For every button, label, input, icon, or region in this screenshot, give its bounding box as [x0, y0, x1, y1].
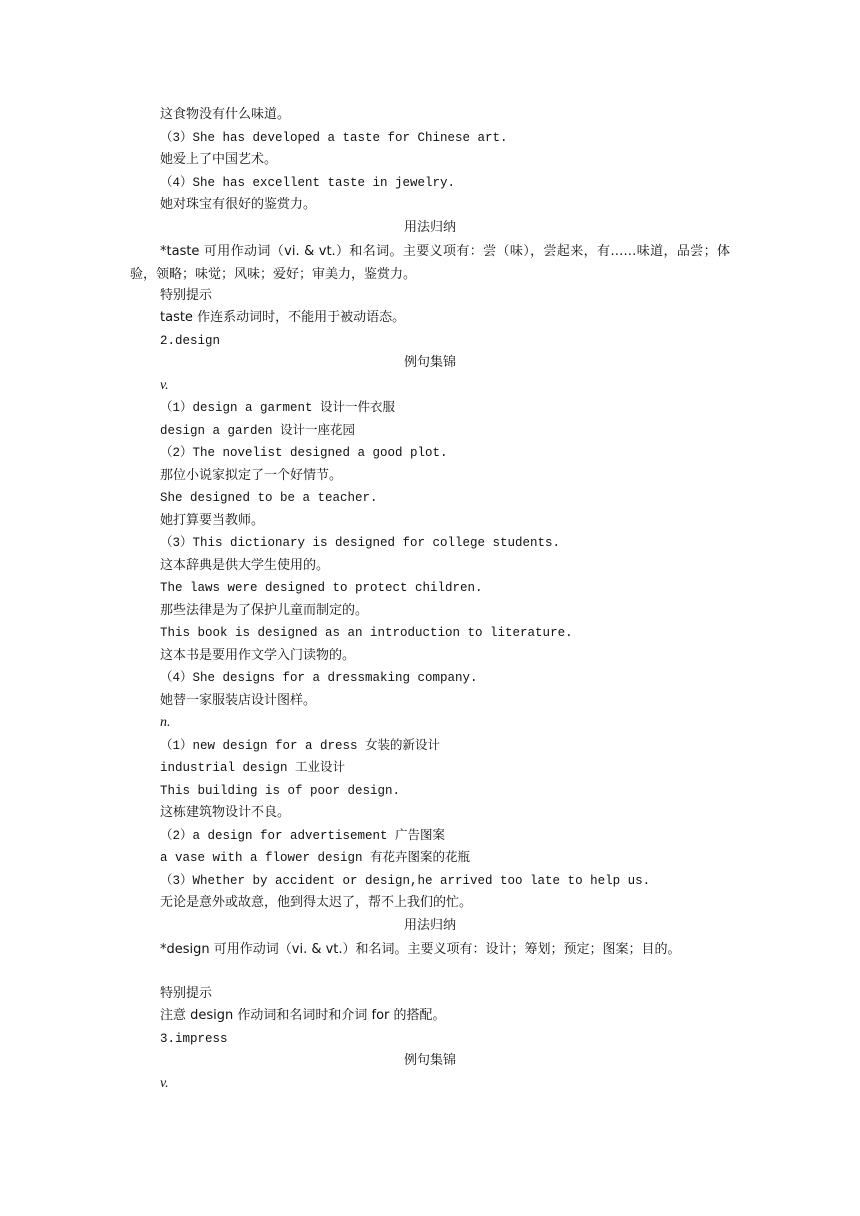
example-sentence: （2）a design for advertisement 广告图案	[160, 829, 446, 843]
text-line: 无论是意外或故意，他到得太迟了，帮不上我们的忙。	[160, 895, 473, 910]
text-line: 这本辞典是供大学生使用的。	[160, 558, 330, 573]
usage-summary: *design 可用作动词（vi. & vt.）和名词。主要义项有：设计；筹划；预定；图案；目的。	[160, 942, 681, 957]
example-sentence: She designed to be a teacher.	[160, 491, 378, 505]
text-line: 这本书是要用作文学入门读物的。	[160, 648, 356, 663]
section-heading: 例句集锦	[403, 355, 456, 370]
example-sentence: （2）The novelist designed a good plot.	[160, 446, 448, 460]
part-of-speech: n.	[160, 715, 171, 730]
example-sentence: （1）design a garment 设计一件衣服	[160, 401, 396, 415]
note-heading: 特别提示	[160, 986, 213, 1001]
section-heading: 用法归纳	[403, 220, 456, 235]
text-line: 这栋建筑物设计不良。	[160, 805, 291, 820]
note-heading: 特别提示	[160, 288, 213, 303]
text-line: 那些法律是为了保护儿童而制定的。	[160, 603, 369, 618]
section-heading: 例句集锦	[403, 1053, 456, 1068]
example-sentence: （3）This dictionary is designed for college students.	[160, 536, 561, 550]
text-line: 那位小说家拟定了一个好情节。	[160, 468, 343, 483]
example-sentence: （4）She has excellent taste in jewelry.	[160, 176, 456, 190]
example-sentence: This book is designed as an introduction to literature.	[160, 626, 573, 640]
entry-heading: 3.impress	[160, 1032, 228, 1046]
example-sentence: This building is of poor design.	[160, 784, 401, 798]
example-sentence: （3）Whether by accident or design,he arrived too late to help us.	[160, 874, 651, 888]
text-line: 她对珠宝有很好的鉴赏力。	[160, 197, 317, 212]
entry-heading: 2.design	[160, 334, 221, 348]
example-sentence: industrial design 工业设计	[160, 761, 346, 775]
note-text: taste 作连系动词时，不能用于被动语态。	[160, 310, 406, 325]
text-line: 她打算要当教师。	[160, 513, 265, 528]
example-sentence: （3）She has developed a taste for Chinese art.	[160, 131, 508, 145]
example-sentence: （1）new design for a dress 女装的新设计	[160, 739, 441, 753]
example-sentence: a vase with a flower design 有花卉图案的花瓶	[160, 851, 471, 865]
example-sentence: （4）She designs for a dressmaking company.	[160, 671, 478, 685]
text-line: 她爱上了中国艺术。	[160, 152, 278, 167]
note-text: 注意 design 作动词和名词时和介词 for 的搭配。	[160, 1008, 446, 1023]
part-of-speech: v.	[160, 378, 169, 393]
text-line: 她替一家服装店设计图样。	[160, 693, 317, 708]
example-sentence: The laws were designed to protect children.	[160, 581, 483, 595]
text-line: 这食物没有什么味道。	[160, 107, 291, 122]
usage-summary: *taste 可用作动词（vi. & vt.）和名词。主要义项有：尝（味），尝起来，有……味道，品尝；体验，领略；味觉；风味；爱好；审美力，鉴赏力。	[130, 244, 730, 282]
part-of-speech: v.	[160, 1076, 169, 1091]
example-sentence: design a garden 设计一座花园	[160, 424, 356, 438]
section-heading: 用法归纳	[403, 918, 456, 933]
